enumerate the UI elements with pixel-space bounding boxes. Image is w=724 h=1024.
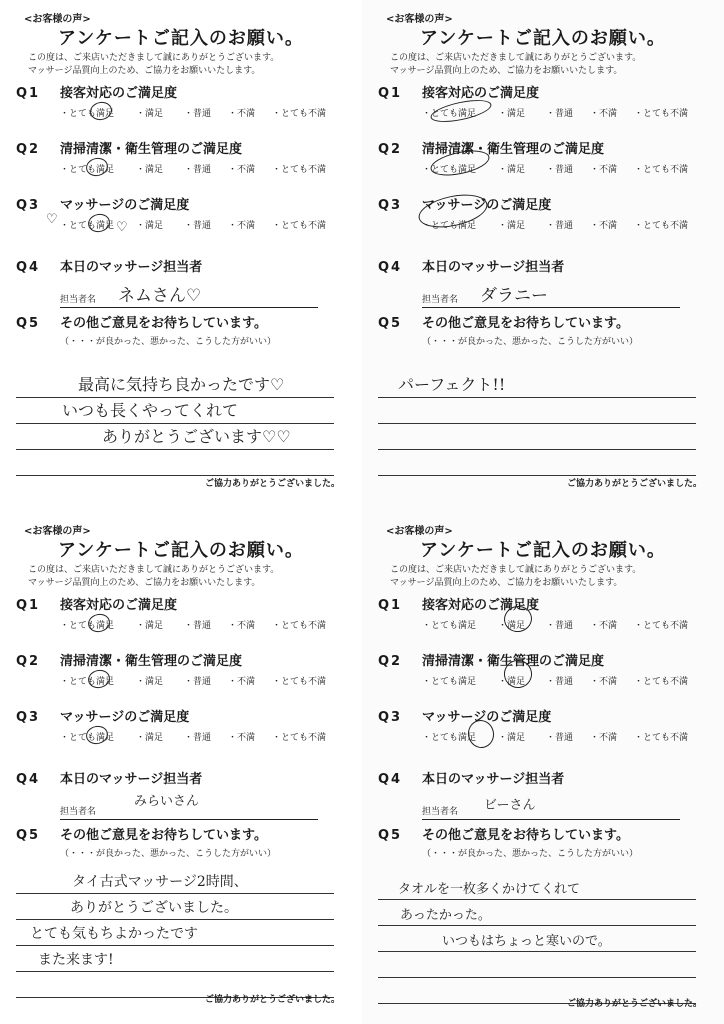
question-number: Q2 <box>378 142 403 157</box>
survey-title: アンケートご記入のお願い。 <box>420 540 666 561</box>
option-neutral[interactable]: ・普通 <box>184 677 212 687</box>
option-very-dissatisfied[interactable]: ・とても不満 <box>634 221 689 231</box>
question-text: その他ご意見をお待ちしています。 <box>422 828 629 843</box>
rating-options <box>378 106 708 120</box>
option-very-satisfied[interactable]: ・とても満足 <box>422 109 477 119</box>
option-very-dissatisfied[interactable]: ・とても不満 <box>634 621 689 631</box>
option-neutral[interactable]: ・普通 <box>184 109 212 119</box>
option-very-satisfied[interactable]: ・とても満足 <box>60 109 115 119</box>
option-dissatisfied[interactable]: ・不満 <box>590 109 618 119</box>
option-very-dissatisfied[interactable]: ・とても不満 <box>272 733 327 743</box>
option-neutral[interactable]: ・普通 <box>184 621 212 631</box>
comment-line-3: ありがとうございます♡♡ <box>102 427 291 446</box>
question-number: Q2 <box>16 142 41 157</box>
option-very-satisfied[interactable]: ・とても満足 <box>422 221 477 231</box>
thanks-text: ご協力ありがとうございました。 <box>204 479 340 489</box>
comment-lines[interactable] <box>16 868 334 998</box>
comment-line-1: タオルを一枚多くかけてくれて <box>398 882 581 897</box>
question-text: マッサージのご満足度 <box>60 198 190 213</box>
option-very-dissatisfied[interactable]: ・とても不満 <box>634 165 689 175</box>
comment-line-2: いつも長くやってくれて <box>62 401 239 420</box>
option-neutral[interactable]: ・普通 <box>546 677 574 687</box>
option-satisfied[interactable]: ・満足 <box>136 677 164 687</box>
customer-voice-tag: <お客様の声> <box>24 526 91 537</box>
question-text: 本日のマッサージ担当者 <box>422 772 565 787</box>
option-satisfied[interactable]: ・満足 <box>498 677 526 687</box>
question-4 <box>378 768 708 820</box>
option-satisfied[interactable]: ・満足 <box>136 733 164 743</box>
question-text: 本日のマッサージ担当者 <box>422 260 565 275</box>
option-very-dissatisfied[interactable]: ・とても不満 <box>272 109 327 119</box>
question-5-hint: （・・・が良かった、悪かった、こうした方がいい） <box>422 849 639 859</box>
question-number: Q3 <box>378 710 403 725</box>
survey-card-4 <box>362 512 724 1024</box>
survey-title: アンケートご記入のお願い。 <box>58 28 304 49</box>
question-number: Q1 <box>16 86 41 101</box>
rating-options <box>378 674 708 688</box>
comment-line-2: あったかった。 <box>400 908 491 923</box>
intro-line-2: マッサージ品質向上のため、ご協力をお願いいたします。 <box>390 578 623 588</box>
question-2 <box>16 138 346 176</box>
option-neutral[interactable]: ・普通 <box>546 109 574 119</box>
question-3 <box>378 194 708 232</box>
comment-line-4: また来ます! <box>38 952 114 968</box>
question-text: 清掃清潔・衛生管理のご満足度 <box>422 654 605 669</box>
question-5-hint: （・・・が良かった、悪かった、こうした方がいい） <box>60 849 277 859</box>
option-satisfied[interactable]: ・満足 <box>136 221 164 231</box>
option-dissatisfied[interactable]: ・不満 <box>590 677 618 687</box>
option-very-dissatisfied[interactable]: ・とても不満 <box>634 109 689 119</box>
question-5 <box>16 312 346 347</box>
question-text: マッサージのご満足度 <box>422 710 552 725</box>
option-dissatisfied[interactable]: ・不満 <box>590 221 618 231</box>
question-number: Q2 <box>16 654 41 669</box>
option-very-satisfied[interactable]: ・とても満足 <box>422 621 477 631</box>
comment-line-1: パーフェクト!! <box>398 375 506 394</box>
question-4 <box>378 256 708 308</box>
staff-name: ビーさん <box>484 798 536 813</box>
option-satisfied[interactable]: ・満足 <box>498 109 526 119</box>
intro-line-2: マッサージ品質向上のため、ご協力をお願いいたします。 <box>28 578 261 588</box>
heart-icon: ♡ <box>116 220 128 235</box>
question-5 <box>16 824 346 859</box>
option-very-satisfied[interactable]: ・とても満足 <box>60 621 115 631</box>
question-text: 本日のマッサージ担当者 <box>60 260 203 275</box>
option-very-satisfied[interactable]: ・とても満足 <box>60 733 115 743</box>
question-text: 清掃清潔・衛生管理のご満足度 <box>422 142 605 157</box>
question-1 <box>378 594 708 632</box>
option-very-satisfied[interactable]: ・とても満足 <box>60 221 115 231</box>
option-dissatisfied[interactable]: ・不満 <box>228 109 256 119</box>
option-dissatisfied[interactable]: ・不満 <box>590 733 618 743</box>
question-text: マッサージのご満足度 <box>60 710 190 725</box>
thanks-text: ご協力ありがとうございました。 <box>204 995 340 1005</box>
rating-options <box>378 618 708 632</box>
question-text: その他ご意見をお待ちしています。 <box>422 316 629 331</box>
rating-options <box>378 730 708 744</box>
option-neutral[interactable]: ・普通 <box>184 733 212 743</box>
staff-label: 担当者名 <box>60 807 97 817</box>
question-2 <box>378 138 708 176</box>
option-neutral[interactable]: ・普通 <box>546 221 574 231</box>
option-neutral[interactable]: ・普通 <box>546 733 574 743</box>
option-very-dissatisfied[interactable]: ・とても不満 <box>634 733 689 743</box>
question-3 <box>16 706 346 744</box>
customer-voice-tag: <お客様の声> <box>24 14 91 25</box>
question-text: 本日のマッサージ担当者 <box>60 772 203 787</box>
option-very-satisfied[interactable]: ・とても満足 <box>422 165 477 175</box>
question-text: マッサージのご満足度 <box>422 198 552 213</box>
rating-options <box>16 618 346 632</box>
comment-lines[interactable] <box>378 372 696 476</box>
question-number: Q1 <box>16 598 41 613</box>
rating-options <box>16 106 346 120</box>
question-number: Q3 <box>378 198 403 213</box>
question-text: 清掃清潔・衛生管理のご満足度 <box>60 654 243 669</box>
question-text: 接客対応のご満足度 <box>422 598 540 613</box>
option-dissatisfied[interactable]: ・不満 <box>228 733 256 743</box>
question-1 <box>16 594 346 632</box>
survey-intro <box>28 52 348 78</box>
option-very-satisfied[interactable]: ・とても満足 <box>60 677 115 687</box>
customer-voice-tag: <お客様の声> <box>386 14 453 25</box>
question-number: Q4 <box>378 772 403 787</box>
rating-options <box>16 212 346 235</box>
staff-name: ネムさん♡ <box>118 286 202 306</box>
thanks-text: ご協力ありがとうございました。 <box>566 479 702 489</box>
question-number: Q3 <box>16 710 41 725</box>
option-satisfied[interactable]: ・満足 <box>498 621 526 631</box>
survey-card-3 <box>0 512 362 1024</box>
staff-name-field[interactable] <box>60 285 318 308</box>
option-very-dissatisfied[interactable]: ・とても不満 <box>272 221 327 231</box>
staff-label: 担当者名 <box>422 295 459 305</box>
comment-line-1: 最高に気持ち良かったです♡ <box>78 375 285 394</box>
intro-line-2: マッサージ品質向上のため、ご協力をお願いいたします。 <box>390 66 623 76</box>
option-very-dissatisfied[interactable]: ・とても不満 <box>272 621 327 631</box>
question-text: 接客対応のご満足度 <box>422 86 540 101</box>
option-dissatisfied[interactable]: ・不満 <box>590 621 618 631</box>
option-dissatisfied[interactable]: ・不満 <box>228 165 256 175</box>
rating-options <box>16 730 346 744</box>
comment-line-1: タイ古式マッサージ2時間、 <box>72 874 248 890</box>
staff-label: 担当者名 <box>60 295 97 305</box>
question-number: Q5 <box>378 828 403 843</box>
survey-intro <box>28 564 348 590</box>
comment-line-3: いつもはちょっと寒いので。 <box>442 934 611 949</box>
question-text: 清掃清潔・衛生管理のご満足度 <box>60 142 243 157</box>
comment-line-2: ありがとうございました。 <box>70 900 238 916</box>
question-number: Q3 <box>16 198 41 213</box>
question-1 <box>378 82 708 120</box>
comment-lines[interactable] <box>378 874 696 1004</box>
question-3 <box>16 194 346 235</box>
question-5-hint: （・・・が良かった、悪かった、こうした方がいい） <box>60 337 277 347</box>
option-neutral[interactable]: ・普通 <box>184 165 212 175</box>
intro-line-1: この度は、ご来店いただきまして誠にありがとうございます。 <box>28 565 280 575</box>
option-satisfied[interactable]: ・満足 <box>498 733 526 743</box>
question-5 <box>378 312 708 347</box>
option-satisfied[interactable]: ・満足 <box>136 109 164 119</box>
question-4 <box>16 768 346 820</box>
option-very-dissatisfied[interactable]: ・とても不満 <box>272 677 327 687</box>
customer-voice-tag: <お客様の声> <box>386 526 453 537</box>
question-number: Q1 <box>378 598 403 613</box>
comment-lines[interactable] <box>16 372 334 476</box>
intro-line-1: この度は、ご来店いただきまして誠にありがとうございます。 <box>390 53 642 63</box>
question-text: その他ご意見をお待ちしています。 <box>60 828 267 843</box>
question-number: Q4 <box>16 772 41 787</box>
staff-label: 担当者名 <box>422 807 459 817</box>
question-5-hint: （・・・が良かった、悪かった、こうした方がいい） <box>422 337 639 347</box>
staff-name: ダラニー <box>480 286 548 306</box>
staff-name: みらいさん <box>134 794 200 809</box>
option-satisfied[interactable]: ・満足 <box>498 165 526 175</box>
question-3 <box>378 706 708 744</box>
survey-title: アンケートご記入のお願い。 <box>420 28 666 49</box>
option-satisfied[interactable]: ・満足 <box>136 621 164 631</box>
survey-intro <box>390 564 710 590</box>
question-number: Q5 <box>378 316 403 331</box>
question-4 <box>16 256 346 308</box>
staff-name-field[interactable] <box>422 285 680 308</box>
option-satisfied[interactable]: ・満足 <box>498 221 526 231</box>
question-1 <box>16 82 346 120</box>
option-dissatisfied[interactable]: ・不満 <box>228 621 256 631</box>
question-number: Q2 <box>378 654 403 669</box>
option-very-satisfied[interactable]: ・とても満足 <box>60 165 115 175</box>
intro-line-1: この度は、ご来店いただきまして誠にありがとうございます。 <box>390 565 642 575</box>
option-dissatisfied[interactable]: ・不満 <box>590 165 618 175</box>
survey-card-1 <box>0 0 362 512</box>
option-very-satisfied[interactable]: ・とても満足 <box>422 677 477 687</box>
option-dissatisfied[interactable]: ・不満 <box>228 677 256 687</box>
question-text: 接客対応のご満足度 <box>60 598 178 613</box>
question-2 <box>378 650 708 688</box>
question-5 <box>378 824 708 859</box>
heart-icon: ♡ <box>46 212 58 227</box>
comment-line-3: とても気もちよかったです <box>30 926 198 942</box>
option-very-satisfied[interactable]: ・とても満足 <box>422 733 477 743</box>
option-very-dissatisfied[interactable]: ・とても不満 <box>272 165 327 175</box>
question-text: 接客対応のご満足度 <box>60 86 178 101</box>
option-dissatisfied[interactable]: ・不満 <box>228 221 256 231</box>
rating-options <box>16 674 346 688</box>
intro-line-2: マッサージ品質向上のため、ご協力をお願いいたします。 <box>28 66 261 76</box>
rating-options <box>16 162 346 176</box>
option-neutral[interactable]: ・普通 <box>184 221 212 231</box>
thanks-text: ご協力ありがとうございました。 <box>566 999 702 1009</box>
question-text: その他ご意見をお待ちしています。 <box>60 316 267 331</box>
survey-card-2 <box>362 0 724 512</box>
question-number: Q1 <box>378 86 403 101</box>
question-number: Q5 <box>16 316 41 331</box>
survey-title: アンケートご記入のお願い。 <box>58 540 304 561</box>
option-neutral[interactable]: ・普通 <box>546 621 574 631</box>
intro-line-1: この度は、ご来店いただきまして誠にありがとうございます。 <box>28 53 280 63</box>
question-2 <box>16 650 346 688</box>
question-number: Q4 <box>378 260 403 275</box>
option-very-dissatisfied[interactable]: ・とても不満 <box>634 677 689 687</box>
option-neutral[interactable]: ・普通 <box>546 165 574 175</box>
staff-name-field[interactable] <box>422 797 680 820</box>
question-number: Q4 <box>16 260 41 275</box>
staff-name-field[interactable] <box>60 794 318 820</box>
option-satisfied[interactable]: ・満足 <box>136 165 164 175</box>
survey-intro <box>390 52 710 78</box>
question-number: Q5 <box>16 828 41 843</box>
rating-options <box>378 162 708 176</box>
rating-options <box>378 218 708 232</box>
